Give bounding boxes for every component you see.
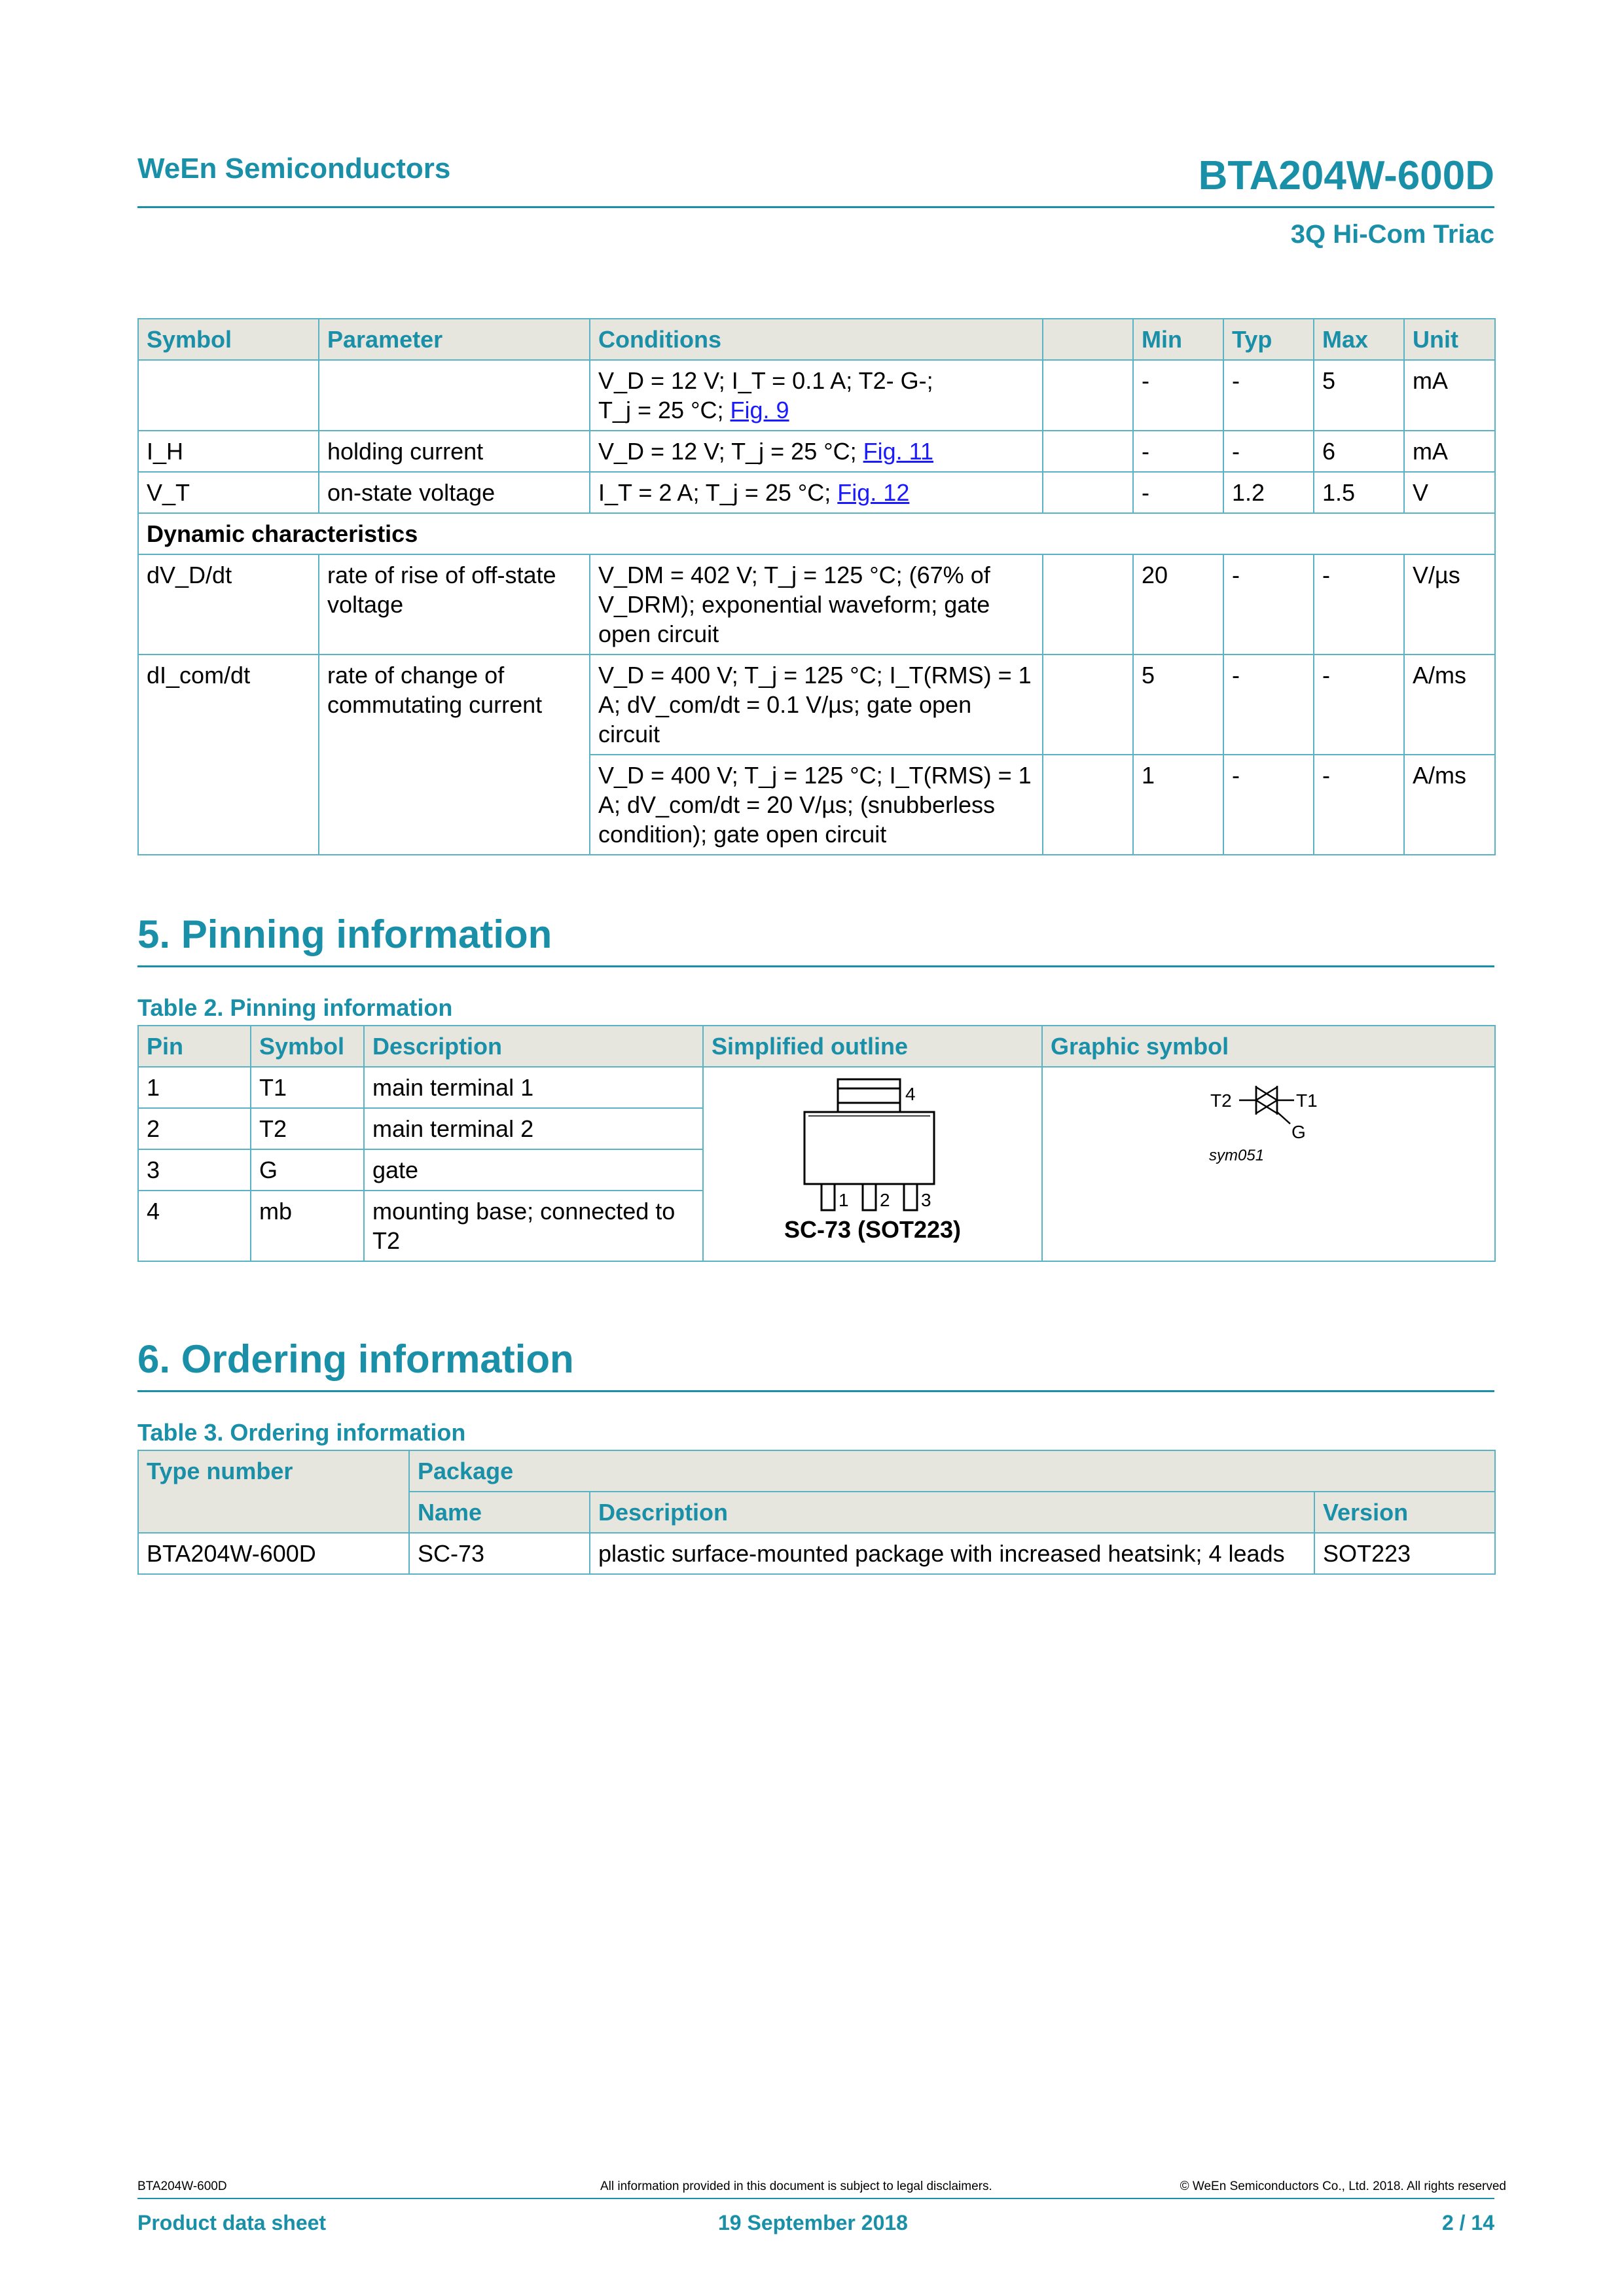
condition-cell: V_D = 400 V; T_j = 125 °C; I_T(RMS) = 1 A; dV_com/dt = 0.1 V/µs; gate open circuit (590, 655, 1043, 755)
characteristics-table (137, 318, 1496, 855)
type-number-value: BTA204W-600D (138, 1533, 409, 1574)
col-symbol: Symbol (138, 319, 319, 360)
unit-value: mA (1404, 431, 1495, 472)
max-value: - (1314, 755, 1404, 855)
col-unit: Unit (1404, 319, 1495, 360)
col-parameter: Parameter (319, 319, 590, 360)
table-row (138, 1533, 1495, 1574)
typ-value: 1.2 (1223, 472, 1314, 513)
table-row (138, 554, 1495, 655)
symbol-value: I_H (138, 431, 319, 472)
company-name: WeEn Semiconductors (137, 152, 451, 185)
min-value: 5 (1133, 655, 1223, 755)
section-title-pinning: 5. Pinning information (137, 912, 552, 956)
footer-page-number: 2 / 14 (1441, 2211, 1494, 2234)
figure-link[interactable]: Fig. 9 (730, 397, 789, 423)
min-value: 1 (1133, 755, 1223, 855)
max-value: - (1314, 554, 1404, 655)
package-description-value: plastic surface-mounted package with increased heatsink; 4 leads (590, 1533, 1314, 1574)
footer-doc-type: Product data sheet (137, 2211, 327, 2234)
symbol-value: dI_com/dt (138, 655, 319, 855)
unit-value: mA (1404, 360, 1495, 431)
col-symbol: Symbol (251, 1026, 364, 1067)
ordering-table (137, 1450, 1496, 1575)
condition-cell: V_D = 12 V; T_j = 25 °C; Fig. 11 (590, 431, 1043, 472)
condition-line: V_D = 12 V; I_T = 0.1 A; T2- G-; (598, 367, 933, 394)
pin-symbol: mb (251, 1191, 364, 1261)
outline-pin-label: 1 (839, 1190, 849, 1210)
typ-value: - (1223, 431, 1314, 472)
pin-symbol: G (251, 1149, 364, 1191)
pin-symbol: T1 (251, 1067, 364, 1108)
col-conditions: Conditions (590, 319, 1043, 360)
graphic-symbol-cell (1042, 1067, 1495, 1261)
footer-rule (137, 2198, 1494, 2199)
parameter-value: rate of rise of off-state voltage (319, 554, 590, 655)
pin-number: 1 (138, 1067, 251, 1108)
unit-value: A/ms (1404, 655, 1495, 755)
pin-number: 4 (138, 1191, 251, 1261)
typ-value: - (1223, 360, 1314, 431)
simplified-outline-cell (703, 1067, 1042, 1261)
table-row (138, 472, 1495, 513)
footer-date: 19 September 2018 (718, 2211, 908, 2234)
table-caption-pinning: Table 2. Pinning information (137, 994, 453, 1021)
col-description: Description (590, 1492, 1314, 1533)
section-row (138, 513, 1495, 554)
unit-value: A/ms (1404, 755, 1495, 855)
figure-link[interactable]: Fig. 12 (837, 479, 910, 506)
pin-number: 3 (138, 1149, 251, 1191)
col-description: Description (364, 1026, 703, 1067)
pin-description: main terminal 2 (364, 1108, 703, 1149)
table-row (138, 655, 1495, 755)
table-row (138, 431, 1495, 472)
outline-pin-label: 3 (921, 1190, 931, 1210)
min-value: - (1133, 431, 1223, 472)
condition-cell: I_T = 2 A; T_j = 25 °C; Fig. 12 (590, 472, 1043, 513)
col-typ: Typ (1223, 319, 1314, 360)
pinning-table (137, 1025, 1496, 1262)
parameter-value: rate of change of commutating current (319, 655, 590, 855)
symbol-label-t2: T2 (1210, 1090, 1232, 1111)
col-pin: Pin (138, 1026, 251, 1067)
condition-cell (590, 360, 1043, 431)
col-simplified-outline: Simplified outline (703, 1026, 1042, 1067)
col-blank (1043, 319, 1133, 360)
min-value: - (1133, 360, 1223, 431)
symbol-label-t1: T1 (1296, 1090, 1318, 1111)
unit-value: V/µs (1404, 554, 1495, 655)
sot223-package-icon (704, 1067, 1043, 1238)
header-rule (137, 206, 1494, 208)
max-value: - (1314, 655, 1404, 755)
typ-value: - (1223, 554, 1314, 655)
col-name: Name (409, 1492, 590, 1533)
condition-cell: V_DM = 402 V; T_j = 125 °C; (67% of V_DRM); exponential waveform; gate open circuit (590, 554, 1043, 655)
col-version: Version (1314, 1492, 1495, 1533)
max-value: 1.5 (1314, 472, 1404, 513)
footer-disclaimer: All information provided in this document is subject to legal disclaimers. (600, 2179, 992, 2193)
footer-copyright: © WeEn Semiconductors Co., Ltd. 2018. All rights reserved (1180, 2179, 1506, 2193)
table-row (138, 1067, 1495, 1108)
col-min: Min (1133, 319, 1223, 360)
parameter-value: holding current (319, 431, 590, 472)
section-rule (137, 1390, 1494, 1392)
outline-package-label: SC-73 (SOT223) (784, 1216, 962, 1243)
symbol-label-g: G (1291, 1122, 1306, 1142)
condition-cell: V_D = 400 V; T_j = 125 °C; I_T(RMS) = 1 A; dV_com/dt = 20 V/µs; (snubberless condition); gate open circuit (590, 755, 1043, 855)
col-package: Package (409, 1450, 1495, 1492)
outline-pin-label: 4 (905, 1084, 916, 1104)
package-name-value: SC-73 (409, 1533, 590, 1574)
col-type-number: Type number (138, 1450, 409, 1533)
section-title-ordering: 6. Ordering information (137, 1337, 574, 1381)
char-table-header (138, 319, 1495, 360)
col-max: Max (1314, 319, 1404, 360)
col-graphic-symbol: Graphic symbol (1042, 1026, 1495, 1067)
symbol-reference: sym051 (1209, 1147, 1265, 1164)
max-value: 5 (1314, 360, 1404, 431)
section-rule (137, 965, 1494, 967)
min-value: - (1133, 472, 1223, 513)
max-value: 6 (1314, 431, 1404, 472)
pinning-table-header (138, 1026, 1495, 1067)
typ-value: - (1223, 755, 1314, 855)
pin-symbol: T2 (251, 1108, 364, 1149)
symbol-value: dV_D/dt (138, 554, 319, 655)
typ-value: - (1223, 655, 1314, 755)
footer-doc-id: BTA204W-600D (137, 2179, 227, 2193)
pin-description: mounting base; connected to T2 (364, 1191, 703, 1261)
pin-description: gate (364, 1149, 703, 1191)
pin-description: main terminal 1 (364, 1067, 703, 1108)
table-caption-ordering: Table 3. Ordering information (137, 1419, 466, 1446)
min-value: 20 (1133, 554, 1223, 655)
unit-value: V (1404, 472, 1495, 513)
outline-pin-label: 2 (880, 1190, 890, 1210)
ordering-table-header (138, 1450, 1495, 1492)
condition-line: T_j = 25 °C; (598, 397, 724, 423)
symbol-value: V_T (138, 472, 319, 513)
pin-number: 2 (138, 1108, 251, 1149)
product-subtitle: 3Q Hi-Com Triac (1290, 220, 1494, 249)
package-version-value: SOT223 (1314, 1533, 1495, 1574)
parameter-value: on-state voltage (319, 472, 590, 513)
triac-symbol-icon (1043, 1067, 1496, 1198)
part-number: BTA204W-600D (1198, 153, 1494, 198)
section-dynamic-characteristics: Dynamic characteristics (138, 513, 1495, 554)
figure-link[interactable]: Fig. 11 (863, 438, 934, 465)
table-row (138, 360, 1495, 431)
